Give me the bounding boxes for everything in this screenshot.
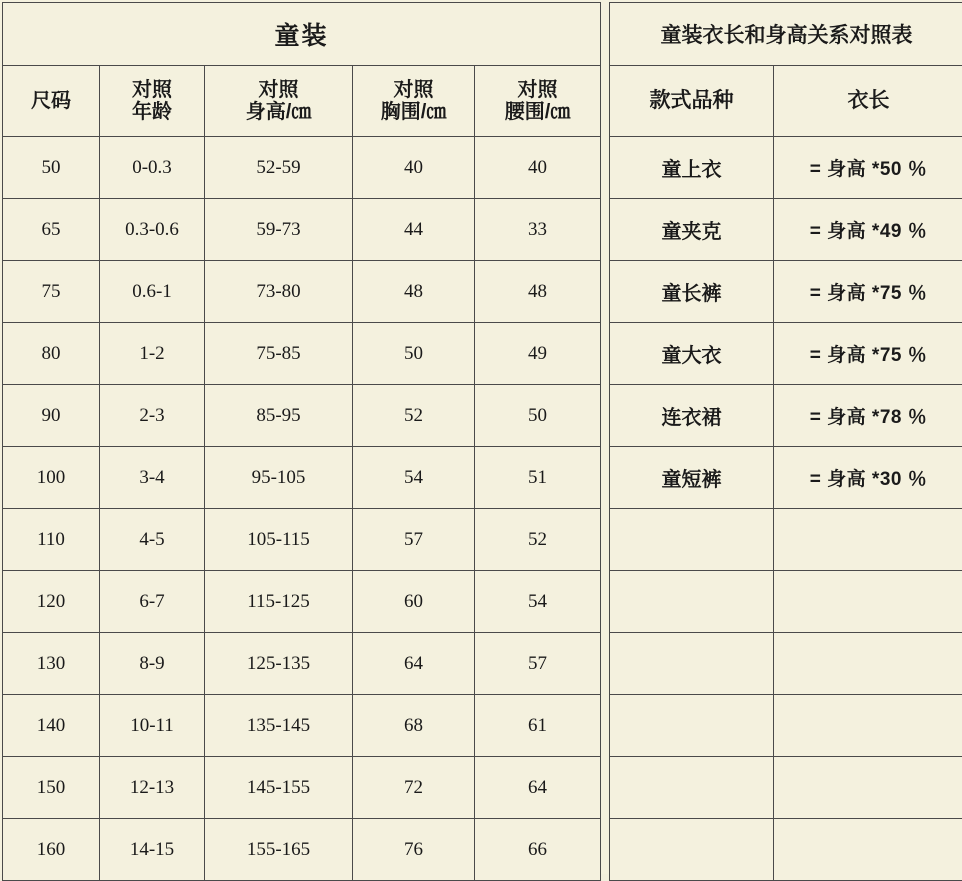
cell-style xyxy=(610,509,774,571)
cell-size: 50 xyxy=(3,137,100,199)
table-row xyxy=(610,633,962,695)
cell-chest: 68 xyxy=(353,695,475,757)
left-table-title-row xyxy=(3,3,601,66)
cell-chest: 48 xyxy=(353,261,475,323)
cell-length-formula xyxy=(774,571,962,633)
cell-style xyxy=(610,819,774,881)
cell-size: 75 xyxy=(3,261,100,323)
cell-height: 52-59 xyxy=(205,137,353,199)
cell-height: 125-135 xyxy=(205,633,353,695)
cell-height: 75-85 xyxy=(205,323,353,385)
table-row xyxy=(610,509,962,571)
table-row xyxy=(3,571,601,633)
cell-length-formula xyxy=(774,633,962,695)
cell-length-formula: = 身高 *50 ％ xyxy=(774,137,962,199)
table-row xyxy=(3,695,601,757)
right-table-title-row xyxy=(610,3,962,66)
cell-size: 80 xyxy=(3,323,100,385)
table-row xyxy=(3,447,601,509)
cell-chest: 40 xyxy=(353,137,475,199)
table-row xyxy=(3,323,601,385)
cell-style xyxy=(610,633,774,695)
cell-waist: 52 xyxy=(475,509,601,571)
cell-chest: 52 xyxy=(353,385,475,447)
header-age: 对照 年龄 xyxy=(100,66,205,137)
cell-style: 童大衣 xyxy=(610,323,774,385)
cell-chest: 44 xyxy=(353,199,475,261)
table-row xyxy=(610,757,962,819)
cell-length-formula xyxy=(774,695,962,757)
cell-chest: 72 xyxy=(353,757,475,819)
cell-age: 0.6-1 xyxy=(100,261,205,323)
cell-style xyxy=(610,695,774,757)
cell-waist: 61 xyxy=(475,695,601,757)
cell-size: 65 xyxy=(3,199,100,261)
cell-age: 6-7 xyxy=(100,571,205,633)
header-style: 款式品种 xyxy=(610,66,774,137)
cell-size: 150 xyxy=(3,757,100,819)
table-row xyxy=(610,199,962,261)
cell-age: 14-15 xyxy=(100,819,205,881)
table-row xyxy=(3,633,601,695)
cell-style: 童夹克 xyxy=(610,199,774,261)
table-row xyxy=(3,261,601,323)
cell-size: 120 xyxy=(3,571,100,633)
cell-age: 0-0.3 xyxy=(100,137,205,199)
cell-waist: 51 xyxy=(475,447,601,509)
cell-size: 110 xyxy=(3,509,100,571)
cell-height: 59-73 xyxy=(205,199,353,261)
header-height: 对照 身高/㎝ xyxy=(205,66,353,137)
cell-height: 73-80 xyxy=(205,261,353,323)
cell-waist: 49 xyxy=(475,323,601,385)
cell-chest: 64 xyxy=(353,633,475,695)
cell-chest: 60 xyxy=(353,571,475,633)
cell-size: 90 xyxy=(3,385,100,447)
table-row xyxy=(3,385,601,447)
table-row xyxy=(610,323,962,385)
left-table-header-row xyxy=(3,66,601,137)
cell-age: 10-11 xyxy=(100,695,205,757)
cell-waist: 48 xyxy=(475,261,601,323)
cell-waist: 64 xyxy=(475,757,601,819)
cell-waist: 33 xyxy=(475,199,601,261)
cell-length-formula: = 身高 *78 ％ xyxy=(774,385,962,447)
cell-age: 1-2 xyxy=(100,323,205,385)
cell-style xyxy=(610,571,774,633)
cell-length-formula xyxy=(774,509,962,571)
cell-height: 115-125 xyxy=(205,571,353,633)
cell-age: 2-3 xyxy=(100,385,205,447)
table-row xyxy=(3,819,601,881)
cell-chest: 76 xyxy=(353,819,475,881)
cell-age: 12-13 xyxy=(100,757,205,819)
cell-waist: 40 xyxy=(475,137,601,199)
cell-age: 4-5 xyxy=(100,509,205,571)
cell-size: 140 xyxy=(3,695,100,757)
cell-length-formula xyxy=(774,819,962,881)
cell-style xyxy=(610,757,774,819)
table-row xyxy=(3,199,601,261)
right-table-header-row xyxy=(610,66,962,137)
table-row xyxy=(610,447,962,509)
cell-chest: 54 xyxy=(353,447,475,509)
cell-style: 连衣裙 xyxy=(610,385,774,447)
cell-size: 160 xyxy=(3,819,100,881)
cell-chest: 50 xyxy=(353,323,475,385)
garment-length-table-container xyxy=(609,0,962,874)
cell-age: 3-4 xyxy=(100,447,205,509)
cell-waist: 50 xyxy=(475,385,601,447)
cell-age: 0.3-0.6 xyxy=(100,199,205,261)
cell-size: 100 xyxy=(3,447,100,509)
table-row xyxy=(3,137,601,199)
cell-length-formula: = 身高 *75 ％ xyxy=(774,261,962,323)
cell-style: 童上衣 xyxy=(610,137,774,199)
table-row xyxy=(610,137,962,199)
cell-height: 145-155 xyxy=(205,757,353,819)
header-size: 尺码 xyxy=(3,66,100,137)
cell-height: 135-145 xyxy=(205,695,353,757)
header-chest: 对照 胸围/㎝ xyxy=(353,66,475,137)
cell-size: 130 xyxy=(3,633,100,695)
right-table-title: 童装衣长和身高关系对照表 xyxy=(610,3,962,66)
table-row xyxy=(3,757,601,819)
table-row xyxy=(610,385,962,447)
header-waist: 对照 腰围/㎝ xyxy=(475,66,601,137)
cell-length-formula xyxy=(774,757,962,819)
cell-waist: 57 xyxy=(475,633,601,695)
cell-height: 95-105 xyxy=(205,447,353,509)
cell-height: 85-95 xyxy=(205,385,353,447)
table-row xyxy=(610,819,962,881)
cell-style: 童长裤 xyxy=(610,261,774,323)
table-row xyxy=(610,695,962,757)
table-row xyxy=(610,261,962,323)
cell-length-formula: = 身高 *49 ％ xyxy=(774,199,962,261)
cell-chest: 57 xyxy=(353,509,475,571)
table-row xyxy=(610,571,962,633)
cell-length-formula: = 身高 *75 ％ xyxy=(774,323,962,385)
table-row xyxy=(3,509,601,571)
cell-style: 童短裤 xyxy=(610,447,774,509)
cell-waist: 54 xyxy=(475,571,601,633)
cell-waist: 66 xyxy=(475,819,601,881)
childrens-size-table xyxy=(2,2,601,881)
left-table-title: 童装 xyxy=(3,3,601,66)
cell-height: 155-165 xyxy=(205,819,353,881)
cell-height: 105-115 xyxy=(205,509,353,571)
cell-age: 8-9 xyxy=(100,633,205,695)
cell-length-formula: = 身高 *30 ％ xyxy=(774,447,962,509)
header-length: 衣长 xyxy=(774,66,962,137)
garment-length-table xyxy=(609,2,962,881)
